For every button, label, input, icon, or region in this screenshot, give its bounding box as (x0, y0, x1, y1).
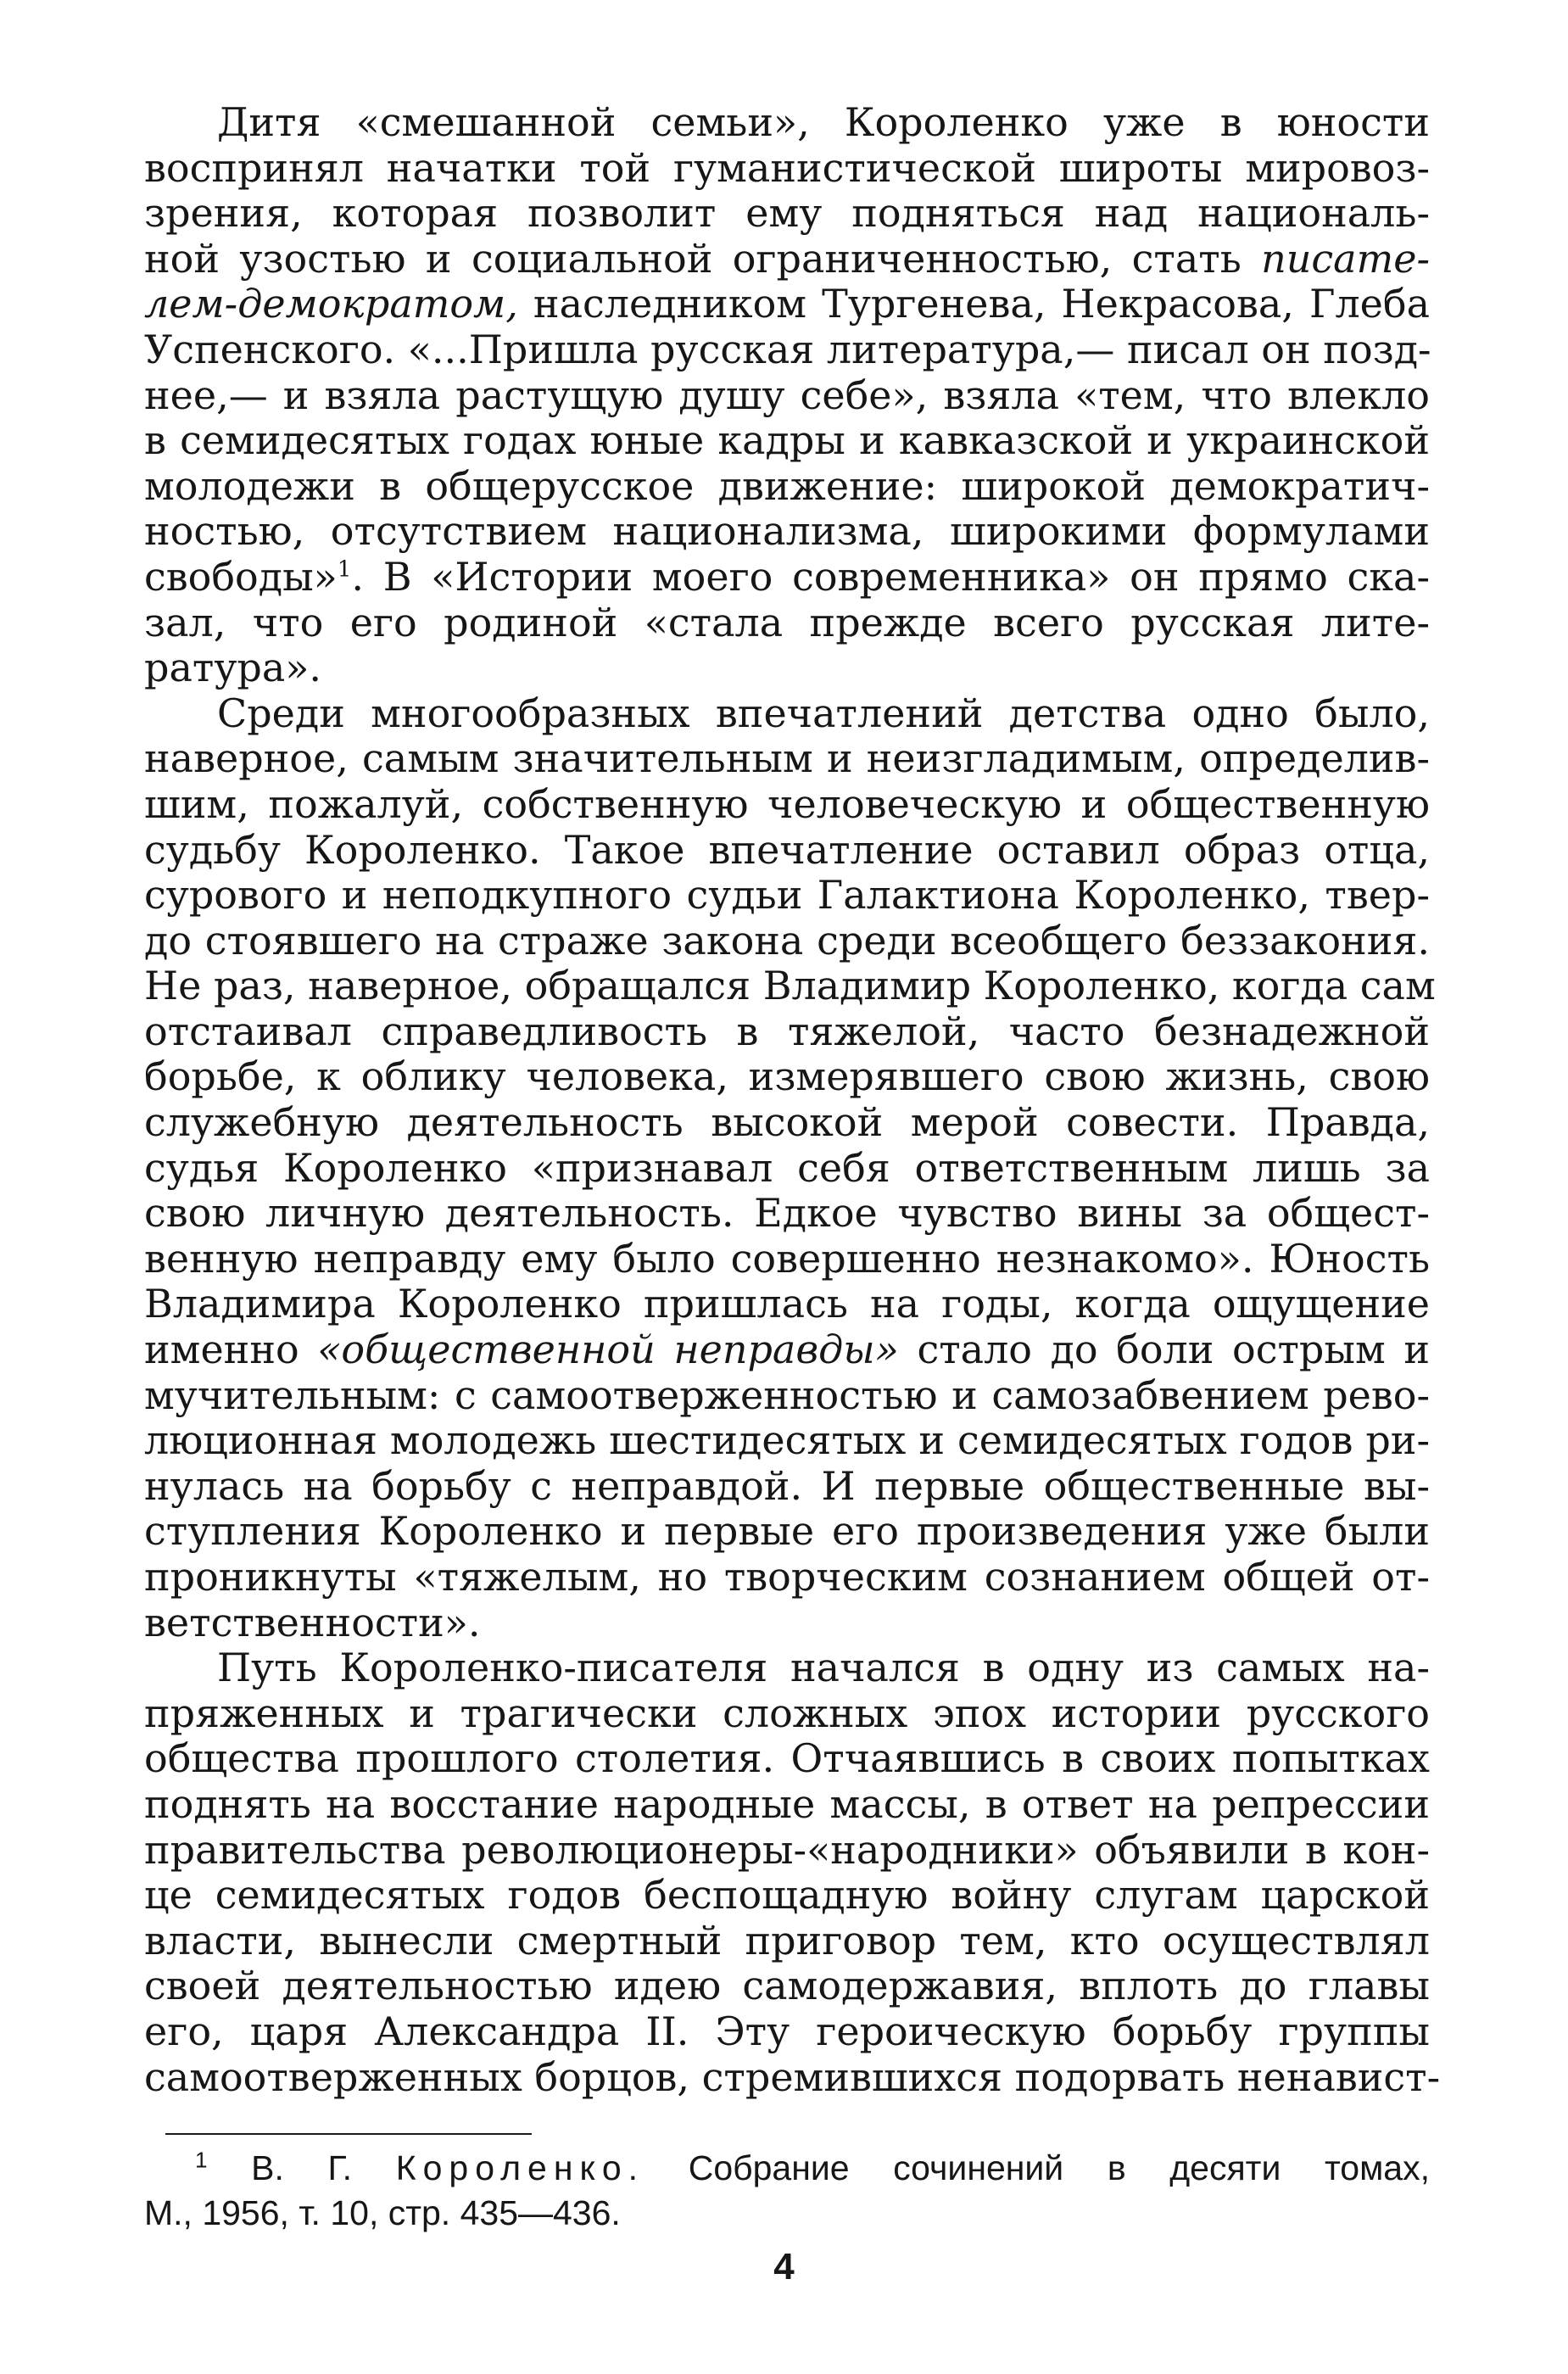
text-line: Не раз, наверное, обращался Владимир Короленко, когда сам (144, 963, 1436, 1009)
text-line: судьбу Короленко. Такое впечатление оставил образ отца, (144, 826, 1430, 873)
footnote-divider (165, 2133, 532, 2135)
text-line: нее,— и взяла растущую душу себе», взяла «тем, что влекло (144, 371, 1430, 418)
text-line (144, 1327, 1430, 1373)
text-line: це семидесятых годов беспощадную войну слугам царской (144, 1872, 1430, 1919)
footnote-marker: 1 (195, 2147, 208, 2173)
text-line: зал, что его родиной «стала прежде всего русская лите- (144, 599, 1430, 645)
text-line: Дитя «смешанной семьи», Короленко уже в юности (217, 99, 1430, 145)
text-line: до стоявшего на страже закона среди всеобщего беззакония. (144, 917, 1430, 964)
text-line: ветственности». (144, 1599, 481, 1645)
footnote-line (144, 2146, 1430, 2191)
text-line: зрения, которая позволит ему подняться над националь- (144, 190, 1430, 237)
text-line: в семидесятых годах юные кадры и кавказской и украинской (144, 417, 1430, 464)
text-segment: стало до боли острым и (917, 1327, 1430, 1373)
text-line: Успенского. «...Пришла русская литература,— писал он позд- (144, 326, 1431, 372)
text-line (144, 237, 1430, 282)
text-segment: свободы» (144, 553, 338, 600)
text-line: свою личную деятельность. Едкое чувство вины за общест- (144, 1190, 1430, 1237)
footnote-title: Собрание сочинений в десяти томах, (688, 2148, 1430, 2187)
text-line: общества прошлого столетия. Отчаявшись в своих попытках (144, 1735, 1430, 1782)
text-line: мучительным: с самоотверженностью и самозабвением рево- (144, 1371, 1430, 1418)
text-line: воспринял начатки той гуманистической широты мировоз- (144, 144, 1430, 191)
footnote-initials: В. Г. (251, 2148, 353, 2187)
text-line: правительства революционеры-«народники» объявили в кон- (144, 1826, 1430, 1873)
text-line: ратура». (144, 645, 322, 691)
text-line: судья Короленко «признавал себя ответственным лишь за (144, 1144, 1430, 1191)
text-line: шим, пожалуй, собственную человеческую и общественную (144, 780, 1430, 827)
page-number: 4 (773, 2246, 795, 2287)
text-line: венную неправду ему было совершенно незнакомо». Юность (144, 1235, 1430, 1282)
paragraph-2 (144, 690, 1436, 1645)
text-segment: . В «Истории моего современника» он прямо ска- (351, 553, 1430, 600)
text-line: Путь Короленко-писателя начался в одну из самых на- (217, 1645, 1430, 1691)
text-line: нулась на борьбу с неправдой. И первые общественные вы- (144, 1462, 1430, 1509)
text-line (144, 555, 1430, 600)
text-line: отстаивал справедливость в тяжелой, часто безнадежной (144, 1008, 1430, 1054)
text-line: проникнуты «тяжелым, но творческим сознанием общей от- (144, 1554, 1430, 1600)
footnote-author: Короленко. (395, 2148, 645, 2187)
paragraph-3 (144, 1645, 1441, 2100)
text-segment: именно (144, 1327, 299, 1373)
text-line: ступления Короленко и первые его произведения уже были (144, 1508, 1430, 1555)
document-page (144, 99, 1441, 2100)
text-line: своей деятельностью идею самодержавия, вплоть до главы (144, 1963, 1430, 2009)
italic-term: писате- (1261, 235, 1430, 282)
text-line: молодежи в общерусское движение: широкой демократич- (144, 462, 1430, 509)
footnote (144, 2146, 1430, 2236)
italic-phrase: «общественной неправды» (317, 1327, 899, 1373)
text-line: его, царя Александра II. Эту героическую борьбу группы (144, 2008, 1430, 2054)
text-line: власти, вынесли смертный приговор тем, кто осуществлял (144, 1917, 1430, 1963)
italic-term: лем-демократом, (144, 281, 518, 327)
text-segment: наследником Тургенева, Некрасова, Глеба (533, 281, 1431, 327)
text-line: люционная молодежь шестидесятых и семидесятых годов ри- (144, 1417, 1430, 1464)
text-line: Владимира Короленко пришлась на годы, когда ощущение (144, 1281, 1430, 1327)
text-line: наверное, самым значительным и неизгладимым, определив- (144, 735, 1430, 782)
text-line: самоотверженных борцов, стремившихся подорвать ненавист- (144, 2053, 1441, 2100)
text-segment: ной узостью и социальной ограниченностью, стать (144, 235, 1242, 282)
footnote-ref: 1 (337, 556, 352, 583)
text-line: ностью, отсутствием национализма, широкими формулами (144, 508, 1430, 555)
footnote-line: М., 1956, т. 10, стр. 435—436. (144, 2193, 621, 2232)
text-line: поднять на восстание народные массы, в ответ на репрессии (144, 1780, 1430, 1827)
paragraph-1 (144, 100, 1430, 691)
text-line (144, 282, 1430, 327)
text-line: пряженных и трагически сложных эпох истории русского (144, 1690, 1430, 1736)
text-line: сурового и неподкупного судьи Галактиона Короленко, твер- (144, 872, 1430, 919)
text-line: борьбе, к облику человека, измерявшего свою жизнь, свою (144, 1053, 1430, 1100)
text-line: служебную деятельность высокой мерой совести. Правда, (144, 1099, 1430, 1146)
text-line: Среди многообразных впечатлений детства одно было, (217, 690, 1430, 736)
